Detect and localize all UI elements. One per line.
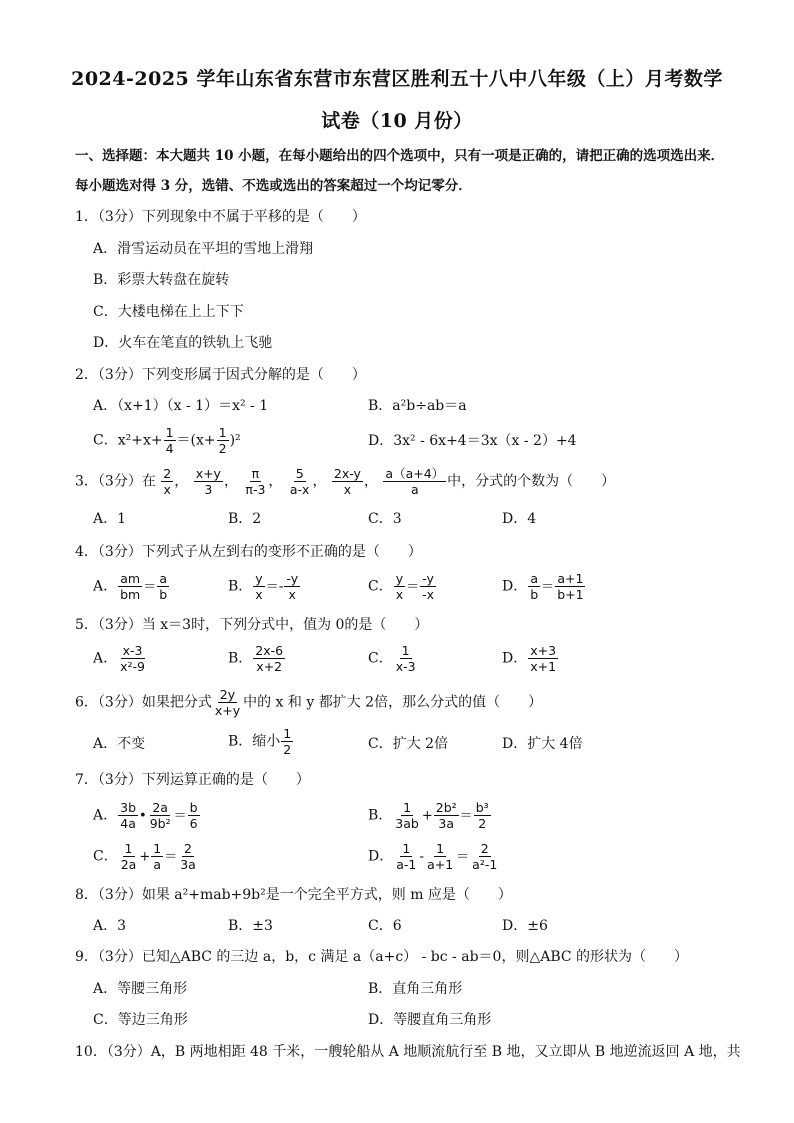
den: x: [255, 587, 263, 602]
den: 2a: [120, 857, 137, 872]
q6b-frac: [281, 726, 293, 757]
den: bm: [120, 587, 141, 602]
q9-option-b: B．直角三角形: [368, 981, 463, 997]
den: -x: [422, 587, 435, 602]
op: ＝: [143, 579, 157, 595]
question-9-stem: 9．（3分）已知△ABC 的三边 a，b，c 满足 a（a+c） - bc - ab＝0，则△ABC 的形状为（ ）: [75, 949, 689, 965]
num: am: [120, 571, 141, 586]
q8-option-b: B．±3: [228, 918, 273, 934]
question-10-stem: 10．（3分）A，B 两地相距 48 千米，一艘轮船从 A 地顺流航行至 B 地，又立即从 B 地逆流返回 A 地，共: [75, 1044, 741, 1060]
label: B．缩小: [228, 733, 281, 750]
op: ＝: [164, 849, 178, 865]
num: y: [255, 571, 263, 586]
label: B．: [228, 650, 253, 667]
op: ＝: [173, 808, 187, 824]
q2c-frac2-num: 1: [218, 425, 227, 440]
den: a+1: [427, 857, 454, 872]
den: x+y: [214, 703, 241, 718]
q3-f5-den: x: [343, 482, 352, 497]
f3: [470, 841, 499, 872]
q4c-frac2: [420, 571, 436, 602]
q2-option-d: D．3x² - 6x+4＝3x（x - 2）+4: [368, 433, 577, 449]
q3-frac-1: [161, 466, 173, 497]
f1: [119, 841, 139, 872]
num: a: [530, 571, 539, 586]
q2-option-a: A．（x+1）（x - 1）＝x² - 1: [93, 398, 269, 414]
q7-option-a: [93, 800, 201, 831]
q3-f4-den: a-x: [289, 482, 310, 497]
q4d-label: D．: [502, 578, 528, 595]
num: -y: [286, 571, 299, 586]
q3-f1-num: 2: [163, 466, 172, 481]
q3-option-a: A．1: [93, 511, 127, 527]
q3-frac-5: [332, 466, 363, 497]
label: C．: [368, 650, 393, 667]
page-title-line2: 试卷（10 月份）: [321, 110, 473, 132]
q2c-mid: ＝(x+: [176, 432, 216, 449]
f3: [474, 800, 491, 831]
q6-option-c: C．扩大 2倍: [368, 736, 449, 752]
q6-frac: [213, 687, 242, 718]
question-3-stem: 3．（3分）在 $\frac{2}{x}$ ， $\frac{x+y}{3}$ ， $\frac{\pi}{\pi-3}$ ， $\frac{5}{a-x}$ ， $\frac{2x-y}{x}$ ， $\frac{a(a+4)}{a}$ 中，分式的个数为（ ）: [75, 466, 616, 497]
q4b-frac2: [284, 571, 300, 602]
q3-f2-den: 3: [204, 482, 213, 497]
q4b-frac1: [253, 571, 264, 602]
q4a-frac1: [118, 571, 142, 602]
q9-option-a: A．等腰三角形: [93, 981, 188, 997]
op: ＝: [406, 579, 420, 595]
num: 1: [153, 841, 162, 856]
num: 2x-6: [255, 643, 284, 658]
den: b+1: [557, 587, 584, 602]
question-2-stem: 2．（3分）下列变形属于因式分解的是（ ）: [75, 367, 366, 383]
q2c-frac2-den: 2: [218, 441, 227, 456]
q3-frac-2: [194, 466, 223, 497]
q3-f1-den: x: [163, 482, 171, 497]
op: -: [419, 849, 425, 865]
q3-frac-3: [243, 466, 267, 497]
num: 2y: [219, 687, 236, 702]
q5c-frac: [394, 643, 418, 674]
q1-option-b: B．彩票大转盘在旋转: [93, 272, 230, 288]
q3-pre: 3．（3分）在: [75, 473, 156, 490]
op: ＝: [541, 579, 555, 595]
page-title-line1: 2024-2025 学年山东省东营市东营区胜利五十八中八年级（上）月考数学: [71, 68, 723, 90]
f1: [394, 841, 418, 872]
q2c-post: )²: [229, 432, 241, 449]
den: x+1: [530, 659, 557, 674]
f2: [425, 841, 455, 872]
q2-option-b: B．a²b÷ab＝a: [368, 398, 467, 414]
q4-option-d: [502, 571, 587, 602]
q3-f3-den: π-3: [245, 482, 266, 497]
q5-option-c: [368, 643, 419, 674]
den: b: [530, 587, 539, 602]
den: 4a: [120, 816, 136, 831]
label: A．: [93, 807, 118, 824]
q3-frac-4: [288, 466, 312, 497]
q1-option-c: C．大楼电梯在上上下下: [93, 304, 244, 320]
op: •: [139, 808, 147, 824]
den: 2: [283, 742, 292, 757]
num: 1: [283, 726, 292, 741]
q4-option-c: [368, 571, 437, 602]
q4b-label: B．: [228, 578, 253, 595]
q3-post: 中，分式的个数为（ ）: [447, 473, 616, 490]
q5-option-d: [502, 643, 559, 674]
q4d-frac1: [528, 571, 540, 602]
den: 9b²: [149, 816, 171, 831]
den: x-3: [395, 659, 416, 674]
q1-option-d: D．火车在笔直的铁轨上飞驰: [93, 335, 273, 351]
q1-option-a: A．滑雪运动员在平坦的雪地上滑翔: [93, 241, 314, 257]
q5d-frac: [528, 643, 558, 674]
num: y: [395, 571, 404, 586]
f3: [178, 841, 198, 872]
label: A．: [93, 650, 118, 667]
num: 2a: [152, 800, 168, 815]
num: b: [189, 800, 198, 815]
q4c-label: C．: [368, 578, 393, 595]
q3-option-c: C．3: [368, 511, 402, 527]
f1: [118, 800, 138, 831]
q6-post: 中的 x 和 y 都扩大 2倍，那么分式的值（ ）: [243, 694, 543, 711]
q4a-frac2: [157, 571, 169, 602]
q4-option-b: [228, 571, 301, 602]
question-5-stem: 5．（3分）当 x＝3时，下列分式中，值为 0的是（ ）: [75, 617, 429, 633]
label: D．: [368, 848, 394, 865]
section-header: 一、选择题：本大题共 10 小题，在每小题给出的四个选项中，只有一项是正确的，请把正确的选项选出来．每小题选对得 3 分，选错、不选或选出的答案超过一个均记零分．: [75, 148, 725, 194]
q5-option-a: [93, 643, 148, 674]
num: 2: [184, 841, 192, 856]
q3-option-b: B．2: [228, 511, 262, 527]
op: +: [139, 849, 151, 865]
q3-f3-num: π: [251, 466, 260, 481]
f1: [393, 800, 421, 831]
num: 1: [402, 841, 411, 856]
num: 2: [480, 841, 489, 856]
q9-option-c: C．等边三角形: [93, 1012, 188, 1028]
q3-f6-den: a: [410, 482, 419, 497]
question-1-stem: 1．（3分）下列现象中不属于平移的是（ ）: [75, 209, 366, 225]
den: x²-9: [120, 659, 145, 674]
den: 3a: [180, 857, 196, 872]
num: 1: [401, 643, 410, 658]
den: 3a: [438, 816, 455, 831]
q6-option-b: [228, 726, 294, 757]
q3-option-d: D．4: [502, 511, 537, 527]
num: a: [159, 571, 168, 586]
den: x: [395, 587, 404, 602]
q7-option-b: [368, 800, 492, 831]
question-4-stem: 4．（3分）下列式子从左到右的变形不正确的是（ ）: [75, 544, 422, 560]
q6-pre: 6．（3分）如果把分式: [75, 694, 212, 711]
q8-option-a: A．3: [93, 918, 127, 934]
den: a²-1: [472, 857, 498, 872]
q7-option-c: [93, 841, 199, 872]
num: 1: [124, 841, 133, 856]
den: 2: [478, 816, 487, 831]
num: -y: [422, 571, 434, 586]
num: 1: [436, 841, 445, 856]
den: a: [153, 857, 162, 872]
f2: [151, 841, 163, 872]
q8-option-d: D．±6: [502, 918, 548, 934]
den: 3ab: [395, 816, 419, 831]
num: 3b: [120, 800, 137, 815]
q3-frac-6: [383, 466, 446, 497]
q7-option-d: [368, 841, 500, 872]
den: x+2: [256, 659, 283, 674]
q3-f5-num: 2x-y: [333, 466, 361, 481]
q4c-frac1: [394, 571, 405, 602]
num: x+3: [530, 643, 557, 658]
q5-option-b: [228, 643, 286, 674]
den: a-1: [396, 857, 417, 872]
f2: [434, 800, 459, 831]
q5b-frac: [253, 643, 285, 674]
q6-option-a: A．不变: [93, 736, 146, 752]
f2: [148, 800, 173, 831]
label: D．: [502, 650, 528, 667]
den: b: [159, 587, 168, 602]
num: a+1: [557, 571, 584, 586]
q2c-frac1-den: 4: [165, 441, 174, 456]
f3: [188, 800, 200, 831]
q5a-frac: [118, 643, 147, 674]
op: +: [421, 808, 433, 824]
question-8-stem: 8．（3分）如果 a²+mab+9b²是一个完全平方式，则 m 应是（ ）: [75, 887, 512, 903]
q2c-frac1: [164, 425, 176, 456]
q9-option-d: D．等腰直角三角形: [368, 1012, 492, 1028]
label: B．: [368, 807, 393, 824]
q2c-frac1-num: 1: [165, 425, 174, 440]
num: b³: [475, 800, 489, 815]
q3-f4-num: 5: [295, 466, 304, 481]
op: ＝-: [265, 579, 284, 595]
q4-option-a: [93, 571, 170, 602]
op: ＝: [456, 849, 470, 865]
den: 6: [189, 816, 198, 831]
q6-option-d: D．扩大 4倍: [502, 736, 583, 752]
num: 2b²: [435, 800, 457, 815]
q2c-frac2: [217, 425, 229, 456]
q3-f6-num: a（a+4）: [385, 466, 445, 481]
op: ＝: [459, 808, 473, 824]
den: x: [288, 587, 296, 602]
q2-option-c: [93, 425, 241, 456]
q3-f2-num: x+y: [195, 466, 221, 481]
num: 1: [403, 800, 412, 815]
num: x-3: [122, 643, 143, 658]
q4a-label: A．: [93, 578, 118, 595]
q8-option-c: C．6: [368, 918, 402, 934]
question-6-stem: [75, 687, 542, 718]
q2c-pre: C．x²+x+: [93, 432, 163, 449]
q4d-frac2: [555, 571, 585, 602]
question-7-stem: 7．（3分）下列运算正确的是（ ）: [75, 772, 310, 788]
label: C．: [93, 848, 118, 865]
